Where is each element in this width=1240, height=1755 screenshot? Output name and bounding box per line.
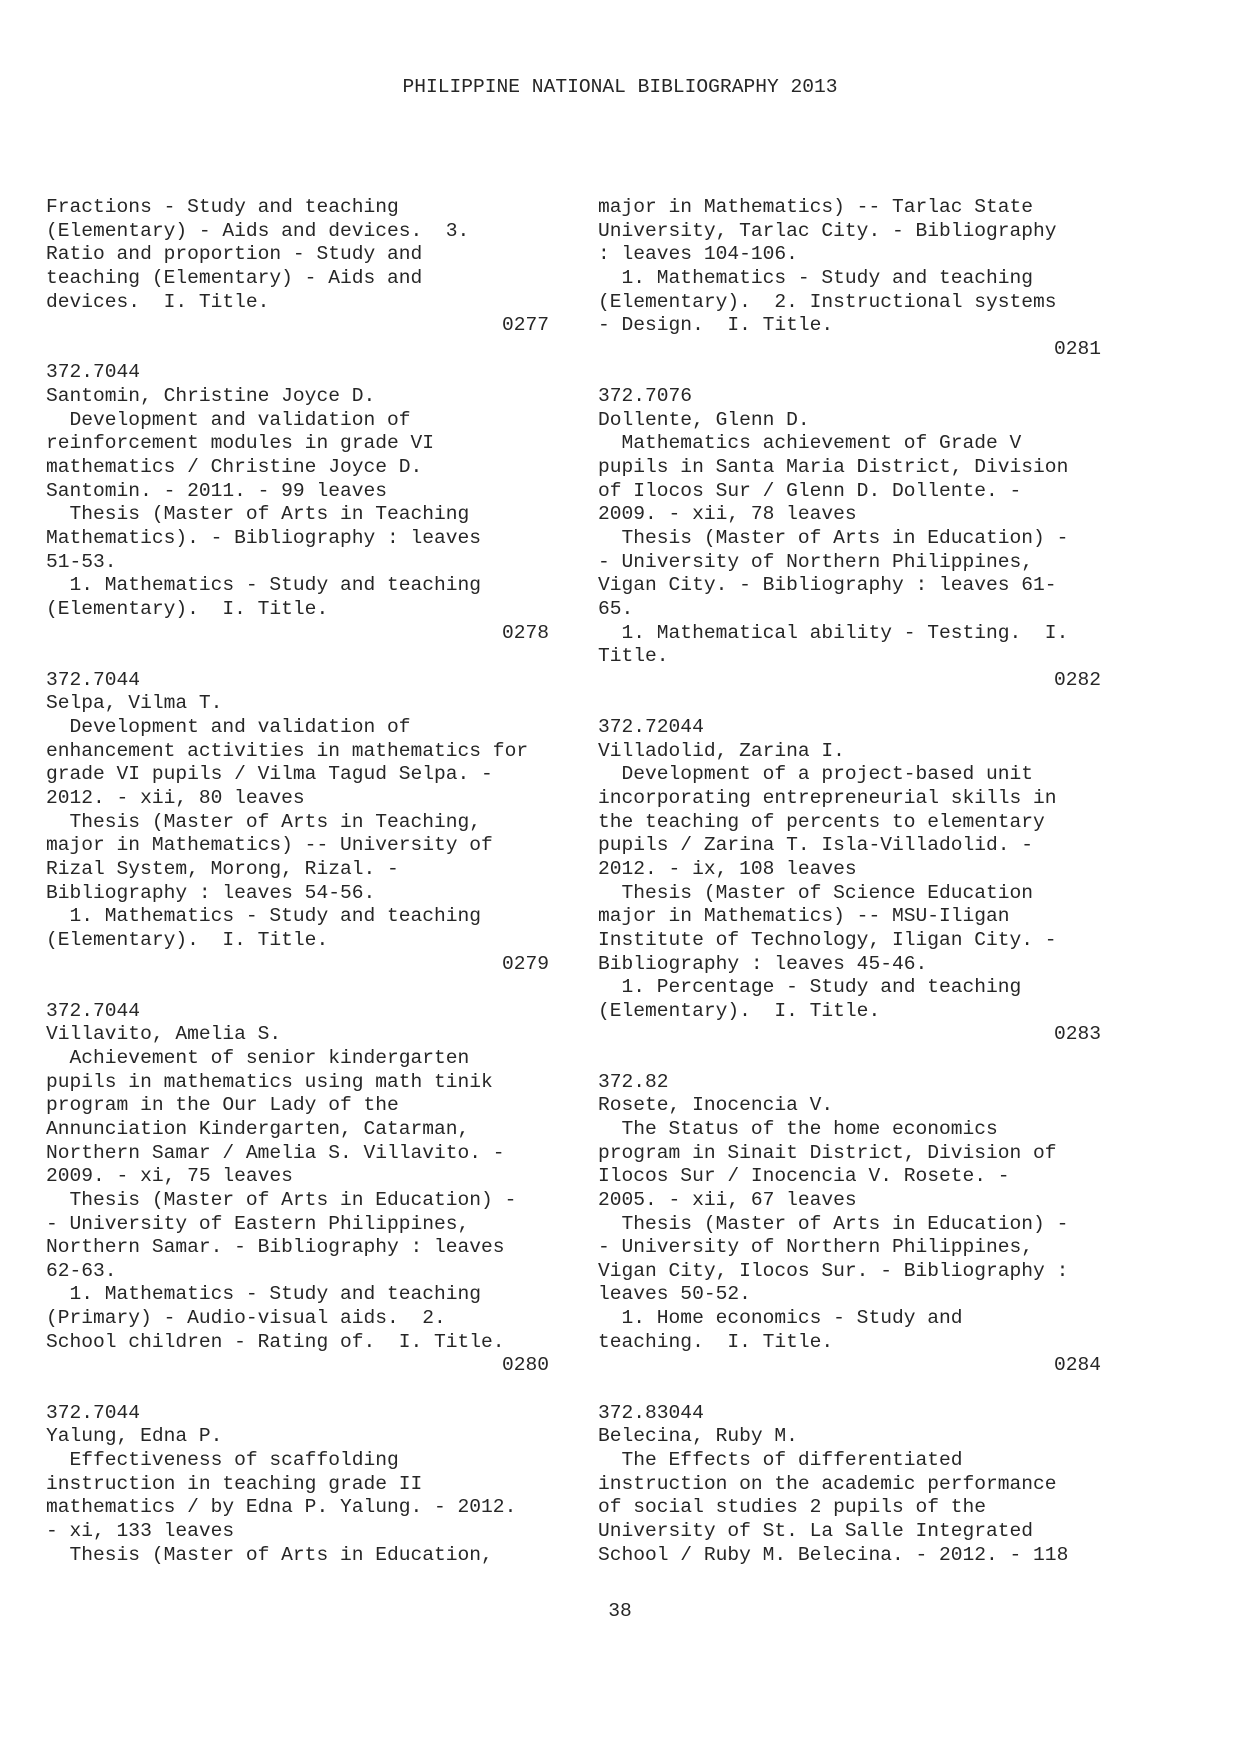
text-line: - University of Northern Philippines, bbox=[598, 1236, 1034, 1259]
text-line: 372.7044 bbox=[46, 361, 141, 384]
text-line: (Elementary). I. Title. bbox=[46, 597, 329, 620]
text-line: 2012. - ix, 108 leaves bbox=[598, 857, 857, 880]
text-line: (Primary) - Audio-visual aids. 2. bbox=[46, 1307, 446, 1330]
blank-line bbox=[598, 1047, 1101, 1071]
text-line: 65. bbox=[598, 597, 634, 620]
text-line: 2009. - xi, 75 leaves bbox=[46, 1165, 293, 1188]
text-line: Title. bbox=[598, 645, 669, 668]
entry-number: 0277 bbox=[501, 314, 549, 337]
text-line: Development of a project-based unit bbox=[598, 763, 1034, 786]
text-line: Villadolid, Zarina I. bbox=[598, 739, 845, 762]
text-line: Vigan City, Ilocos Sur. - Bibliography : bbox=[598, 1259, 1069, 1282]
text-line: instruction on the academic performance bbox=[598, 1472, 1057, 1495]
text-line: - University of Northern Philippines, bbox=[598, 550, 1034, 573]
text-line: of social studies 2 pupils of the bbox=[598, 1496, 987, 1519]
blank-line bbox=[598, 692, 1101, 716]
text-line: Effectiveness of scaffolding bbox=[46, 1448, 399, 1471]
text-line: - University of Eastern Philippines, bbox=[46, 1212, 470, 1235]
text-line: Selpa, Vilma T. bbox=[46, 692, 223, 715]
text-line: major in Mathematics) -- University of bbox=[46, 834, 493, 857]
text-line: Rizal System, Morong, Rizal. - bbox=[46, 857, 399, 880]
text-line: 2005. - xii, 67 leaves bbox=[598, 1188, 857, 1211]
text-line: teaching. I. Title. bbox=[598, 1330, 834, 1353]
entry-number: 0281 bbox=[1053, 337, 1101, 360]
text-line: reinforcement modules in grade VI bbox=[46, 432, 435, 455]
text-line: University of St. La Salle Integrated bbox=[598, 1519, 1034, 1542]
text-line: 1. Home economics - Study and bbox=[598, 1307, 963, 1330]
text-line: - xi, 133 leaves bbox=[46, 1519, 235, 1542]
text-line: 372.7076 bbox=[598, 385, 693, 408]
entry-number: 0279 bbox=[501, 952, 549, 975]
text-line: major in Mathematics) -- MSU-Iligan bbox=[598, 905, 1010, 928]
text-line: Ilocos Sur / Inocencia V. Rosete. - bbox=[598, 1165, 1010, 1188]
text-line: Ratio and proportion - Study and bbox=[46, 243, 423, 266]
text-line: Achievement of senior kindergarten bbox=[46, 1047, 470, 1070]
text-line: Northern Samar. - Bibliography : leaves bbox=[46, 1236, 505, 1259]
entry-number: 0284 bbox=[1053, 1354, 1101, 1377]
text-line: 1. Percentage - Study and teaching bbox=[598, 976, 1022, 999]
text-line: School children - Rating of. I. Title. bbox=[46, 1330, 505, 1353]
text-line: Santomin. - 2011. - 99 leaves bbox=[46, 479, 387, 502]
text-line: of Ilocos Sur / Glenn D. Dollente. - bbox=[598, 479, 1022, 502]
text-line: University, Tarlac City. - Bibliography bbox=[598, 219, 1057, 242]
text-line: Development and validation of bbox=[46, 408, 411, 431]
blank-line bbox=[46, 976, 549, 1000]
text-line: Villavito, Amelia S. bbox=[46, 1023, 282, 1046]
text-line: Bibliography : leaves 45-46. bbox=[598, 952, 928, 975]
text-line: Vigan City. - Bibliography : leaves 61- bbox=[598, 574, 1057, 597]
text-line: Thesis (Master of Arts in Education) - bbox=[46, 1188, 517, 1211]
entry-number: 0282 bbox=[1053, 668, 1101, 691]
text-line: incorporating entrepreneurial skills in bbox=[598, 787, 1057, 810]
text-line: Northern Samar / Amelia S. Villavito. - bbox=[46, 1141, 505, 1164]
text-line: teaching (Elementary) - Aids and bbox=[46, 266, 423, 289]
text-line: Mathematics). - Bibliography : leaves bbox=[46, 526, 482, 549]
text-line: Mathematics achievement of Grade V bbox=[598, 432, 1022, 455]
text-line: 2012. - xii, 80 leaves bbox=[46, 787, 305, 810]
text-line: The Status of the home economics bbox=[598, 1117, 998, 1140]
text-line: pupils in Santa Maria District, Division bbox=[598, 456, 1069, 479]
text-line: 1. Mathematics - Study and teaching bbox=[46, 1283, 482, 1306]
blank-line bbox=[46, 338, 549, 362]
text-line: 372.7044 bbox=[46, 1401, 141, 1424]
text-line: Thesis (Master of Arts in Education) - bbox=[598, 1212, 1069, 1235]
text-line: devices. I. Title. bbox=[46, 290, 270, 313]
text-line: - Design. I. Title. bbox=[598, 314, 834, 337]
left-column bbox=[46, 196, 549, 1567]
text-line: pupils / Zarina T. Isla-Villadolid. - bbox=[598, 834, 1034, 857]
text-line: enhancement activities in mathematics for bbox=[46, 739, 529, 762]
text-line: (Elementary) - Aids and devices. 3. bbox=[46, 219, 470, 242]
text-line: (Elementary). I. Title. bbox=[46, 928, 329, 951]
text-line: grade VI pupils / Vilma Tagud Selpa. - bbox=[46, 763, 493, 786]
text-line: 1. Mathematics - Study and teaching bbox=[598, 266, 1034, 289]
right-column bbox=[598, 196, 1101, 1567]
text-line: The Effects of differentiated bbox=[598, 1448, 963, 1471]
text-line: 372.7044 bbox=[46, 999, 141, 1022]
text-line: Development and validation of bbox=[46, 716, 411, 739]
text-line: Dollente, Glenn D. bbox=[598, 408, 810, 431]
text-line: 372.83044 bbox=[598, 1401, 704, 1424]
text-line: Yalung, Edna P. bbox=[46, 1425, 223, 1448]
text-line: pupils in mathematics using math tinik bbox=[46, 1070, 493, 1093]
text-line: Thesis (Master of Arts in Education, bbox=[46, 1543, 493, 1566]
text-line: Belecina, Ruby M. bbox=[598, 1425, 798, 1448]
blank-line bbox=[46, 645, 549, 669]
text-line: (Elementary). I. Title. bbox=[598, 999, 881, 1022]
entry-number: 0283 bbox=[1053, 1023, 1101, 1046]
text-line: Thesis (Master of Arts in Teaching, bbox=[46, 810, 482, 833]
text-line: major in Mathematics) -- Tarlac State bbox=[598, 196, 1034, 218]
text-line: instruction in teaching grade II bbox=[46, 1472, 423, 1495]
text-line: (Elementary). 2. Instructional systems bbox=[598, 290, 1057, 313]
text-line: mathematics / by Edna P. Yalung. - 2012. bbox=[46, 1496, 517, 1519]
text-line: : leaves 104-106. bbox=[598, 243, 798, 266]
text-line: School / Ruby M. Belecina. - 2012. - 118 bbox=[598, 1543, 1069, 1566]
text-line: 1. Mathematics - Study and teaching bbox=[46, 905, 482, 928]
text-line: program in Sinait District, Division of bbox=[598, 1141, 1057, 1164]
text-line: Fractions - Study and teaching bbox=[46, 196, 399, 218]
page-title: PHILIPPINE NATIONAL BIBLIOGRAPHY 2013 bbox=[402, 76, 838, 98]
text-line: program in the Our Lady of the bbox=[46, 1094, 399, 1117]
text-line: 62-63. bbox=[46, 1259, 117, 1282]
entry-number: 0280 bbox=[501, 1354, 549, 1377]
text-line: Bibliography : leaves 54-56. bbox=[46, 881, 376, 904]
text-line: Thesis (Master of Arts in Education) - bbox=[598, 526, 1069, 549]
text-line: 2009. - xii, 78 leaves bbox=[598, 503, 857, 526]
text-line: the teaching of percents to elementary bbox=[598, 810, 1045, 833]
text-line: Thesis (Master of Science Education bbox=[598, 881, 1034, 904]
text-line: Institute of Technology, Iligan City. - bbox=[598, 928, 1057, 951]
page-number: 38 bbox=[608, 1600, 632, 1622]
text-line: 372.72044 bbox=[598, 716, 704, 739]
text-line: 372.7044 bbox=[46, 668, 141, 691]
text-line: 1. Mathematics - Study and teaching bbox=[46, 574, 482, 597]
text-line: Santomin, Christine Joyce D. bbox=[46, 385, 376, 408]
text-line: 1. Mathematical ability - Testing. I. bbox=[598, 621, 1069, 644]
text-line: Thesis (Master of Arts in Teaching bbox=[46, 503, 470, 526]
blank-line bbox=[598, 361, 1101, 385]
text-line: 372.82 bbox=[598, 1070, 669, 1093]
text-line: 51-53. bbox=[46, 550, 117, 573]
entry-number: 0278 bbox=[501, 621, 549, 644]
text-line: mathematics / Christine Joyce D. bbox=[46, 456, 423, 479]
text-line: Annunciation Kindergarten, Catarman, bbox=[46, 1117, 470, 1140]
text-line: leaves 50-52. bbox=[598, 1283, 751, 1306]
blank-line bbox=[598, 1378, 1101, 1402]
text-line: Rosete, Inocencia V. bbox=[598, 1094, 834, 1117]
blank-line bbox=[46, 1378, 549, 1402]
